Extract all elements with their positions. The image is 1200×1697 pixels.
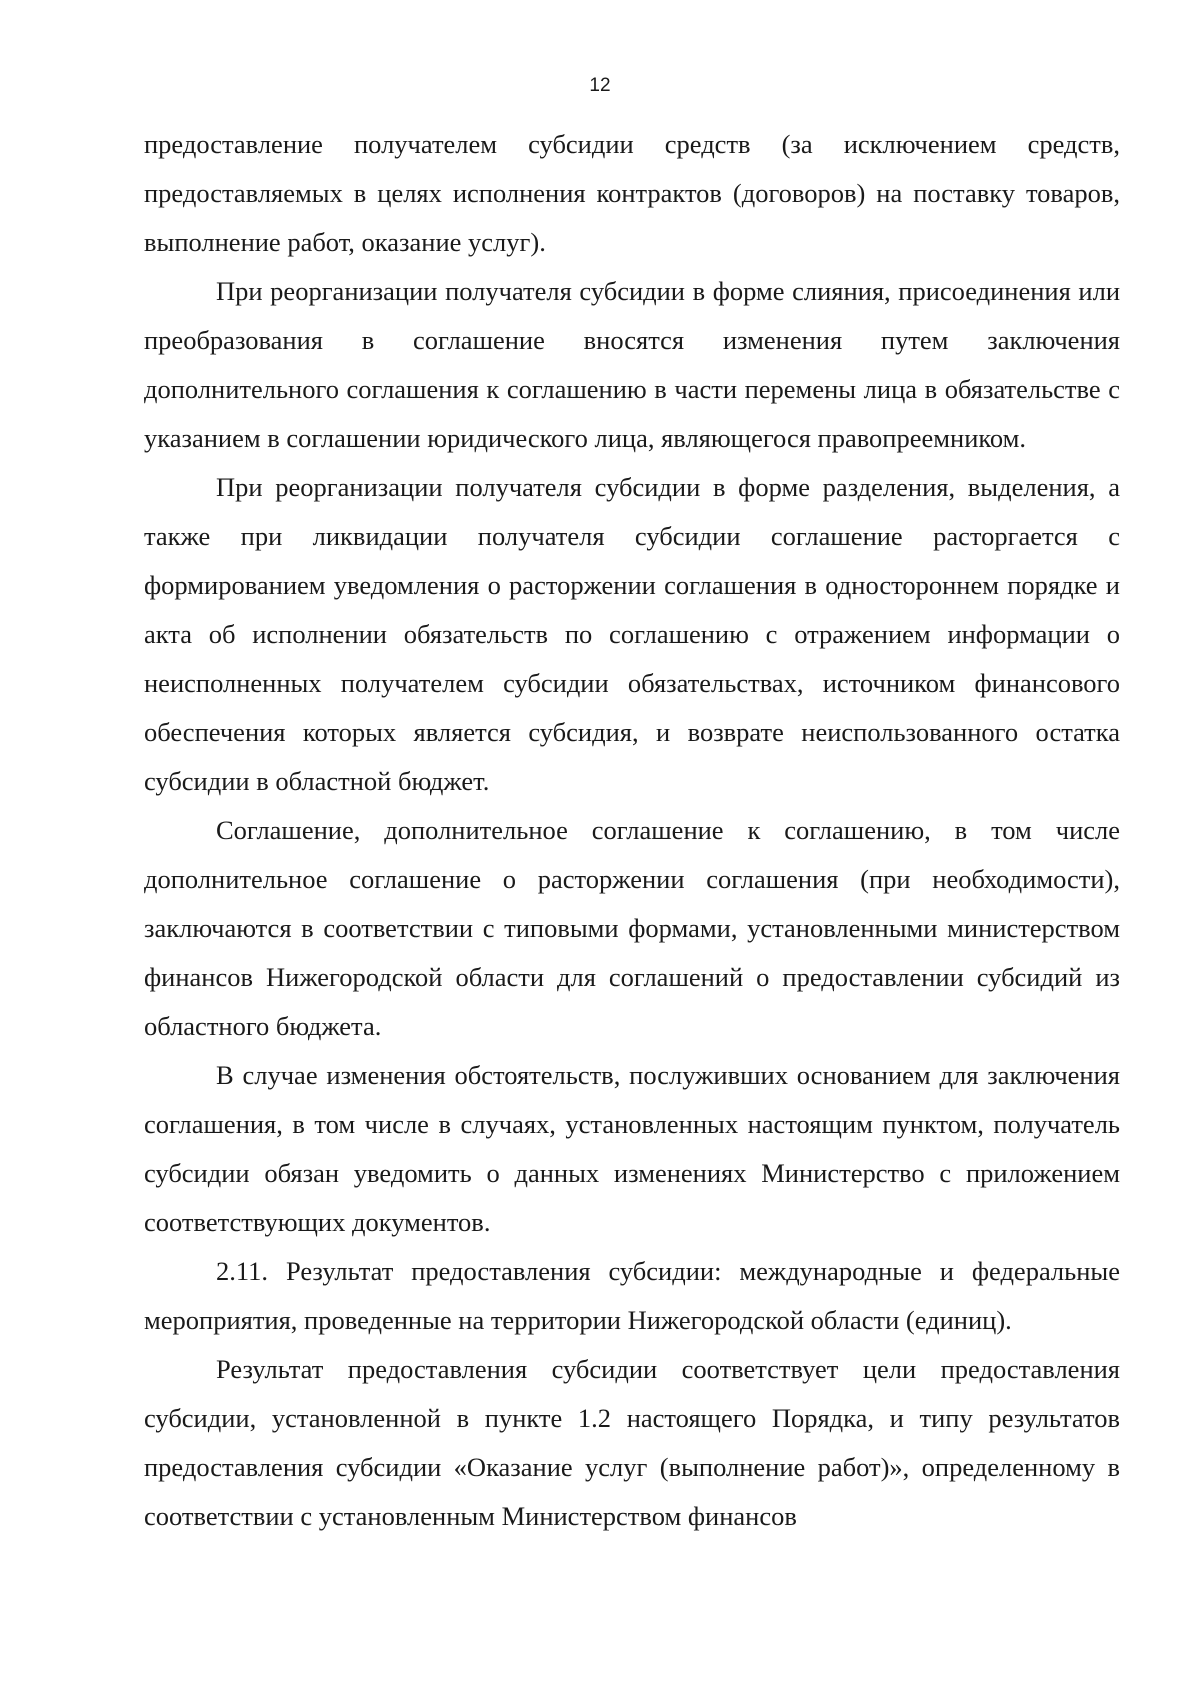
paragraph-reorganization-division: При реорганизации получателя субсидии в форме разделения, выделения, а также при ликвидации получателя субсидии соглашение расторгается с формированием уведомления о расторжении соглашения в одностороннем порядке и акта об исполнении обязательств по соглашению с отражением информации о неисполненных получателем субсидии обязательствах, источником финансового обеспечения которых является субсидия, и возврате неиспользованного остатка субсидии в областной бюджет.	[144, 472, 1120, 796]
document-body	[144, 120, 1120, 1541]
page-number: 12	[589, 75, 611, 96]
paragraph-continuation: предоставление получателем субсидии средств (за исключением средств, предоставляемых в целях исполнения контрактов (договоров) на поставку товаров, выполнение работ, оказание услуг).	[144, 129, 1120, 257]
paragraph-circumstances-change: В случае изменения обстоятельств, послуживших основанием для заключения соглашения, в том числе в случаях, установленных настоящим пунктом, получатель субсидии обязан уведомить о данных изменениях Министерство с приложением соответствующих документов.	[144, 1060, 1120, 1237]
paragraph-agreement-forms: Соглашение, дополнительное соглашение к соглашению, в том числе дополнительное соглашение о расторжении соглашения (при необходимости), заключаются в соответствии с типовыми формами, установленными министерством финансов Нижегородской области для соглашений о предоставлении субсидий из областного бюджета.	[144, 815, 1120, 1041]
paragraph-reorganization-merger: При реорганизации получателя субсидии в форме слияния, присоединения или преобразования в соглашение вносятся изменения путем заключения дополнительного соглашения к соглашению в части перемены лица в обязательстве с указанием в соглашении юридического лица, являющегося правопреемником.	[144, 276, 1120, 453]
paragraph-section-2-11: 2.11. Результат предоставления субсидии: международные и федеральные мероприятия, проведенные на территории Нижегородской области (единиц).	[144, 1256, 1120, 1335]
paragraph-result-type: Результат предоставления субсидии соответствует цели предоставления субсидии, установленной в пункте 1.2 настоящего Порядка, и типу результатов предоставления субсидии «Оказание услуг (выполнение работ)», определенному в соответствии с установленным Министерством финансов	[144, 1354, 1120, 1531]
